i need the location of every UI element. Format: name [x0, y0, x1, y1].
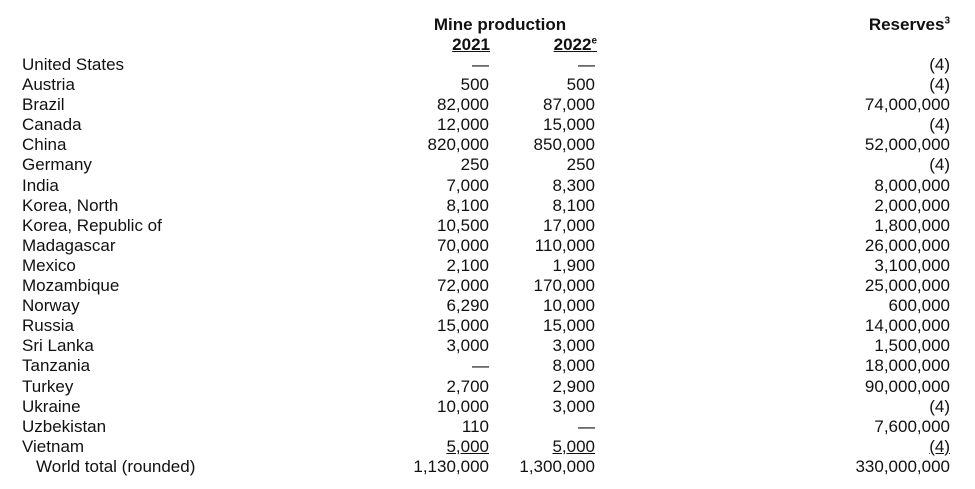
country-name: United States — [22, 55, 125, 74]
country-name: Madagascar — [22, 235, 116, 255]
production-2022: 170,000 — [533, 276, 595, 296]
reserves-value: 1,500,000 — [874, 336, 950, 356]
production-2022: 110,000 — [534, 235, 595, 255]
production-2021: 72,000 — [437, 276, 489, 296]
table-row — [0, 256, 975, 276]
header-year-2022-note: e — [591, 35, 597, 47]
reserves-value: 600,000 — [888, 296, 950, 316]
header-reserves-label: Reserves — [868, 15, 945, 34]
reserves-value: 7,600,000 — [874, 416, 950, 436]
production-2021: — — [472, 356, 489, 376]
country-name: Korea, Republic of — [22, 215, 162, 235]
production-2021: 2,100 — [446, 255, 489, 275]
table-row — [0, 196, 975, 216]
table-row — [0, 437, 975, 457]
table-row — [0, 115, 975, 135]
data-table — [0, 55, 975, 477]
header-year-2022 — [520, 35, 597, 55]
table-row — [0, 316, 975, 336]
production-2021: 820,000 — [427, 135, 489, 155]
production-2021: 15,000 — [437, 316, 489, 336]
table-row — [0, 155, 975, 175]
reserves-value: (4) — [929, 436, 950, 456]
country-name: Norway — [22, 296, 80, 316]
country-name: Austria — [22, 75, 75, 95]
country-name: Sri Lanka — [22, 336, 94, 356]
country-name: Tanzania — [22, 356, 91, 376]
reserves-value: 14,000,000 — [864, 316, 950, 336]
production-2022: 2,900 — [552, 376, 595, 396]
production-2022: 8,100 — [552, 195, 595, 215]
table-row — [0, 356, 975, 376]
table-row — [0, 236, 975, 256]
reserves-value: 18,000,000 — [864, 356, 950, 376]
production-2022: — — [578, 416, 595, 436]
reserves-value: (4) — [929, 55, 950, 74]
production-2022: 3,000 — [552, 336, 595, 356]
country-name: Uzbekistan — [22, 416, 107, 436]
header-reserves-note: 3 — [944, 15, 950, 27]
table-row — [0, 135, 975, 155]
reserves-value: 74,000,000 — [864, 95, 950, 115]
production-2022: 8,300 — [552, 175, 595, 195]
country-name: Mozambique — [22, 276, 120, 296]
total-2022: 1,300,000 — [519, 456, 595, 476]
production-2022: 10,000 — [543, 296, 595, 316]
country-name: Korea, North — [22, 195, 119, 215]
total-reserves: 330,000,000 — [855, 456, 950, 476]
reserves-value: 90,000,000 — [864, 376, 950, 396]
country-name: Ukraine — [22, 396, 81, 416]
production-2021: 6,290 — [446, 296, 489, 316]
table-row — [0, 176, 975, 196]
production-2021: 110 — [461, 416, 489, 436]
production-2021: 82,000 — [437, 95, 489, 115]
table-row — [0, 296, 975, 316]
production-2021: 10,000 — [437, 396, 489, 416]
production-2022: 5,000 — [552, 436, 595, 456]
country-name: Vietnam — [22, 436, 85, 456]
reserves-value: 26,000,000 — [864, 235, 950, 255]
reserves-value: (4) — [929, 75, 950, 95]
reserves-value: 52,000,000 — [864, 135, 950, 155]
production-2022: 87,000 — [543, 95, 595, 115]
production-2022: — — [578, 55, 595, 74]
production-2022: 250 — [566, 155, 595, 175]
production-2021: — — [472, 55, 489, 74]
country-name: Germany — [22, 155, 92, 175]
total-2021: 1,130,000 — [413, 456, 489, 476]
reserves-value: 2,000,000 — [874, 195, 950, 215]
total-row — [0, 457, 975, 477]
production-2022: 3,000 — [552, 396, 595, 416]
table-row — [0, 336, 975, 356]
country-name: Russia — [22, 316, 74, 336]
reserves-value: 1,800,000 — [874, 215, 950, 235]
reserves-value: 3,100,000 — [874, 255, 950, 275]
production-2021: 70,000 — [437, 235, 489, 255]
table-row — [0, 417, 975, 437]
reserves-value: (4) — [929, 155, 950, 175]
production-2021: 7,000 — [446, 175, 489, 195]
production-2022: 500 — [566, 75, 595, 95]
header-reserves — [820, 15, 950, 35]
country-name: India — [22, 175, 59, 195]
reserves-value: 8,000,000 — [874, 175, 950, 195]
country-name: China — [22, 135, 67, 155]
country-name: Mexico — [22, 255, 76, 275]
table-row — [0, 216, 975, 236]
table-row — [0, 95, 975, 115]
production-2022: 17,000 — [543, 215, 595, 235]
production-2022: 850,000 — [533, 135, 595, 155]
reserves-value: (4) — [929, 115, 950, 135]
production-2022: 15,000 — [543, 115, 595, 135]
country-name: Turkey — [22, 376, 74, 396]
production-2022: 1,900 — [552, 255, 595, 275]
production-2021: 3,000 — [446, 336, 489, 356]
reserves-value: (4) — [929, 396, 950, 416]
production-2021: 5,000 — [446, 436, 489, 456]
production-2021: 12,000 — [437, 115, 489, 135]
header-mine-production: Mine production — [433, 15, 567, 34]
table-row — [0, 55, 975, 75]
production-2021: 2,700 — [446, 376, 489, 396]
production-2021: 250 — [460, 155, 489, 175]
production-2022: 15,000 — [543, 316, 595, 336]
header-year-2021: 2021 — [452, 35, 490, 54]
production-2021: 8,100 — [446, 195, 489, 215]
country-name: Brazil — [22, 95, 65, 115]
table-row — [0, 377, 975, 397]
table-row — [0, 397, 975, 417]
production-2021: 10,500 — [437, 215, 489, 235]
total-label: World total (rounded) — [36, 456, 196, 476]
production-2021: 500 — [460, 75, 489, 95]
country-name: Canada — [22, 115, 82, 135]
table-row — [0, 75, 975, 95]
reserves-value: 25,000,000 — [864, 276, 950, 296]
header-year-2022-label: 2022 — [553, 35, 592, 54]
production-2022: 8,000 — [552, 356, 595, 376]
table-row — [0, 276, 975, 296]
